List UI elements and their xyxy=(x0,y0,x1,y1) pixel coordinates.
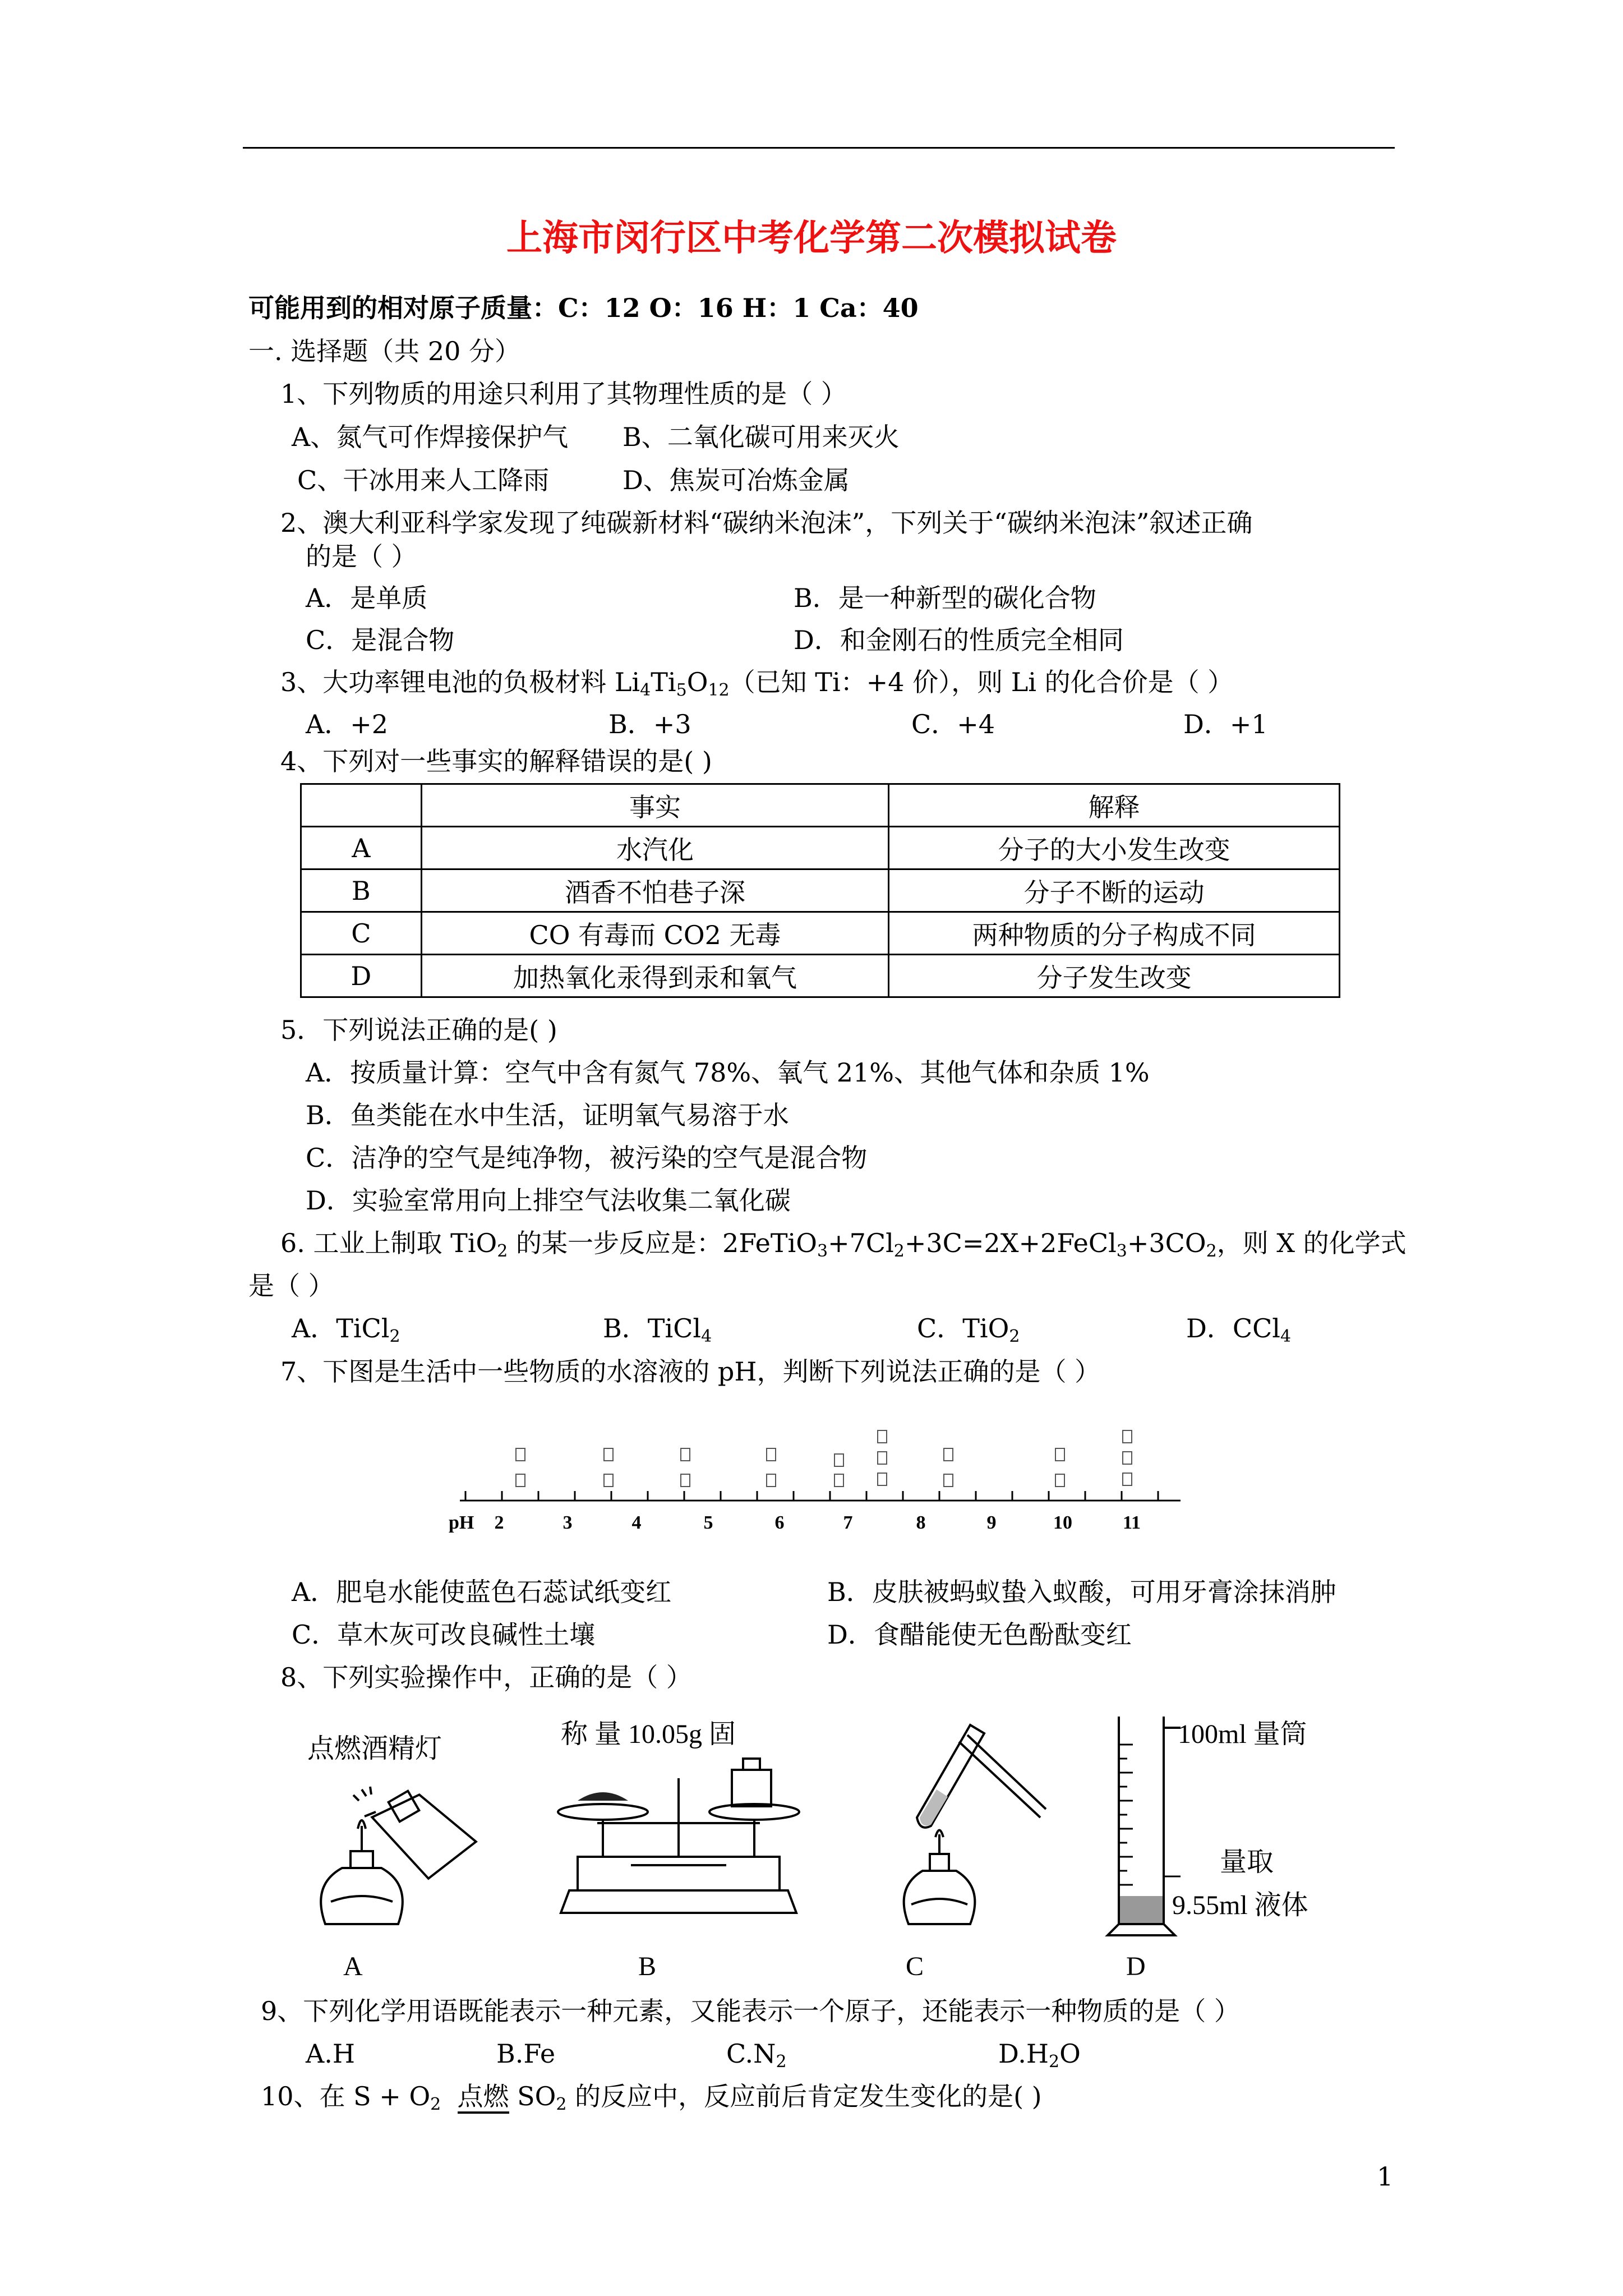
q7-option-d: D．食醋能使无色酚酞变红 xyxy=(827,1619,1132,1650)
q2-stem-line2: 的是（ ） xyxy=(306,541,417,572)
section-heading: 一. 选择题（共 20 分） xyxy=(248,336,521,366)
fig-d-caption-measure: 量取 xyxy=(1220,1847,1274,1877)
q3-option-d: D．+1 xyxy=(1183,709,1268,739)
q1-option-a: A、氮气可作焊接保护气 xyxy=(292,422,569,452)
q9-option-c: $C.N_2$ xyxy=(726,2039,787,2072)
table-cell: 分子不断的运动 xyxy=(889,869,1340,912)
table-row xyxy=(301,912,1340,955)
q7-stem: 7、下图是生活中一些物质的水溶液的 pH，判断下列说法正确的是（ ） xyxy=(280,1356,1101,1387)
q2-option-b: B．是一种新型的碳化合物 xyxy=(794,583,1096,613)
ph-tick-label: 2 xyxy=(494,1512,504,1533)
q3-stem: 3、大功率锂电池的负极材料 $Li_4Ti_5O_{12}$（已知 Ti：+4 价），则 Li 的化合价是（ ） xyxy=(280,667,1234,700)
table-row xyxy=(301,955,1340,997)
table-cell: D xyxy=(301,955,422,997)
ph-scale-figure xyxy=(443,1414,1189,1543)
balance-figure xyxy=(552,1745,805,1924)
graduated-cylinder-figure xyxy=(1102,1711,1186,1941)
q1-stem: 1、下列物质的用途只利用了其物理性质的是（ ） xyxy=(280,379,847,409)
q8-stem: 8、下列实验操作中，正确的是（ ） xyxy=(280,1662,692,1692)
ph-substance-boxes xyxy=(516,1430,1132,1487)
ph-tick-label: 10 xyxy=(1053,1512,1072,1533)
page-title: 上海市闵行区中考化学第二次模拟试卷 xyxy=(506,217,1117,259)
q3-option-c: C．+4 xyxy=(911,709,995,739)
table-header-row xyxy=(301,784,1340,827)
q6-option-d: D．CCl$_4$ xyxy=(1186,1313,1292,1346)
q9-stem: 9、下列化学用语既能表示一种元素，又能表示一个原子，还能表示一种物质的是（ ） xyxy=(261,1996,1240,2026)
ph-tick-label: 6 xyxy=(774,1512,785,1533)
table-cell: 事实 xyxy=(421,784,889,827)
ph-tick-label: 3 xyxy=(562,1512,573,1533)
facts-table xyxy=(300,783,1340,998)
q5-option-a: A．按质量计算：空气中含有氮气 78%、氧气 21%、其他气体和杂质 1% xyxy=(306,1057,1150,1088)
table-cell: 解释 xyxy=(889,784,1340,827)
ph-tick-label: 5 xyxy=(703,1512,713,1533)
table-cell: CO 有毒而 CO2 无毒 xyxy=(421,912,889,955)
fig-label-b: B xyxy=(638,1952,657,1981)
fig-d-caption-volume: 9.55ml 液体 xyxy=(1172,1890,1308,1920)
ph-axis-ticks xyxy=(465,1491,1158,1501)
q3-option-a: A．+2 xyxy=(306,709,389,739)
table-cell: A xyxy=(301,827,422,869)
q9-option-b: B.Fe xyxy=(496,2039,556,2069)
q10-stem: 10、在 $S + O_2$ 点燃 $SO_2$ 的反应中，反应前后肯定发生变化的是( ) xyxy=(261,2081,1042,2114)
ph-tick-label: 11 xyxy=(1122,1512,1141,1533)
table-row xyxy=(301,869,1340,912)
q5-option-c: C．洁净的空气是纯净物，被污染的空气是混合物 xyxy=(306,1143,868,1173)
fig-a-caption: 点燃酒精灯 xyxy=(307,1734,442,1764)
q6-option-b: B．TiCl$_4$ xyxy=(603,1313,712,1346)
q7-option-a: A．肥皂水能使蓝色石蕊试纸变红 xyxy=(292,1577,672,1607)
ph-tick-label: 9 xyxy=(986,1512,997,1533)
q5-option-b: B．鱼类能在水中生活，证明氧气易溶于水 xyxy=(306,1100,789,1130)
q2-option-d: D．和金刚石的性质完全相同 xyxy=(794,625,1124,655)
q2-option-a: A．是单质 xyxy=(306,583,428,613)
ph-tick-label: 4 xyxy=(631,1512,642,1533)
q6-stem-line2: 是（ ） xyxy=(248,1271,334,1301)
q1-option-c: C、干冰用来人工降雨 xyxy=(297,465,550,495)
q6-option-c: C．TiO$_2$ xyxy=(917,1313,1020,1346)
reaction-condition: 点燃 xyxy=(458,2081,509,2114)
q2-stem-line1: 2、澳大利亚科学家发现了纯碳新材料“碳纳米泡沫”，下列关于“碳纳米泡沫”叙述正确 xyxy=(280,508,1253,538)
q2-option-c: C．是混合物 xyxy=(306,625,455,655)
fig-label-c: C xyxy=(906,1952,924,1981)
q9-option-a: A.H xyxy=(306,2039,355,2069)
q6-option-a: A．TiCl$_2$ xyxy=(292,1313,400,1346)
table-cell: 酒香不怕巷子深 xyxy=(421,869,889,912)
q3-option-b: B．+3 xyxy=(608,709,691,739)
atomic-mass-line: 可能用到的相对原子质量：C：12 O：16 H：1 Ca：40 xyxy=(248,293,919,323)
q4-stem: 4、下列对一些事实的解释错误的是( ) xyxy=(280,746,712,776)
fig-d-caption-cylinder: 100ml 量筒 xyxy=(1178,1719,1307,1749)
q5-option-d: D．实验室常用向上排空气法收集二氧化碳 xyxy=(306,1185,791,1216)
fig-b-caption: 称 量 10.05g 固 xyxy=(561,1719,736,1749)
page-number: 1 xyxy=(1377,2161,1394,2192)
table-cell: 两种物质的分子构成不同 xyxy=(889,912,1340,955)
table-cell: 加热氧化汞得到汞和氧气 xyxy=(421,955,889,997)
table-row xyxy=(301,827,1340,869)
ph-tick-label: 7 xyxy=(843,1512,853,1533)
q9-option-d: $D.H_2O$ xyxy=(998,2039,1081,2072)
q5-stem: 5．下列说法正确的是( ) xyxy=(280,1015,557,1045)
fig-label-d: D xyxy=(1126,1952,1146,1981)
fig-label-a: A xyxy=(343,1952,363,1981)
header-rule xyxy=(243,147,1395,149)
q1-option-d: D、焦炭可冶炼金属 xyxy=(623,465,850,495)
table-cell: C xyxy=(301,912,422,955)
q7-option-c: C．草木灰可改良碱性土壤 xyxy=(292,1619,596,1650)
q1-option-b: B、二氧化碳可用来灭火 xyxy=(623,422,900,452)
alcohol-lamp-lighting-figure xyxy=(308,1756,488,1930)
q7-option-b: B．皮肤被蚂蚁蛰入蚁酸，可用牙膏涂抹消肿 xyxy=(827,1577,1336,1607)
q6-stem: 6. 工业上制取 TiO$_2$ 的某一步反应是：$2FeTiO_3+7Cl_2+3C=2X+2FeCl_3+3CO_2$，则 X 的化学式 xyxy=(280,1228,1407,1261)
ph-tick-label: 8 xyxy=(916,1512,926,1533)
table-cell: B xyxy=(301,869,422,912)
test-tube-heating-figure xyxy=(886,1708,1054,1930)
ph-axis-label: pH xyxy=(449,1512,474,1533)
table-cell: 分子发生改变 xyxy=(889,955,1340,997)
table-cell xyxy=(301,784,422,827)
table-cell: 分子的大小发生改变 xyxy=(889,827,1340,869)
table-cell: 水汽化 xyxy=(421,827,889,869)
